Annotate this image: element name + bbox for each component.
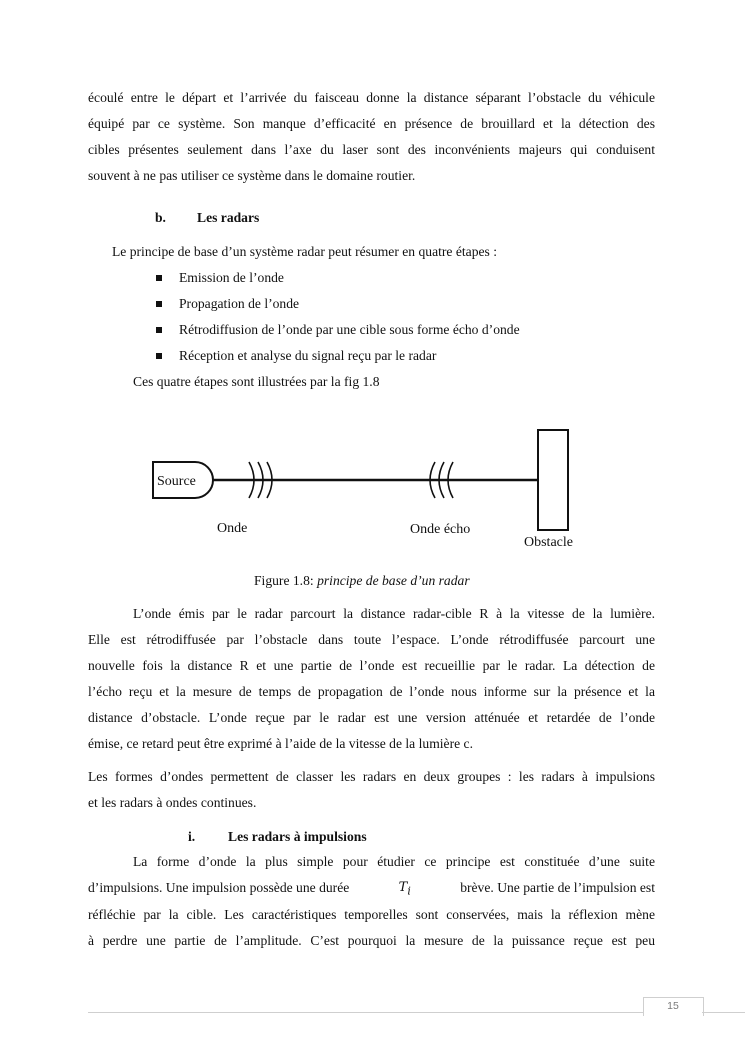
- section-i-title: Les radars à impulsions: [228, 829, 367, 844]
- steps-conclusion: Ces quatre étapes sont illustrées par la fig 1.8: [133, 374, 380, 389]
- principle-intro: Le principe de base d’un système radar peut résumer en quatre étapes :: [112, 244, 497, 259]
- pulse-paragraph-line-2: [88, 880, 655, 898]
- figure-caption: [254, 573, 470, 589]
- section-i-number: i.: [188, 829, 196, 844]
- radar-principle-diagram: [150, 426, 590, 552]
- step-item-4: Réception et analyse du signal reçu par le radar: [179, 348, 437, 363]
- figure-caption-prefix: Figure 1.8:: [254, 573, 314, 588]
- intro-line-4: souvent à ne pas utiliser ce système dans le domaine routier.: [88, 168, 416, 183]
- step-item-3: Rétrodiffusion de l’onde par une cible sous forme écho d’onde: [179, 322, 520, 337]
- footer-rule: [88, 1012, 643, 1013]
- wave-paragraph-line-5: distance d’obstacle. L’onde reçue par le radar est une version atténuée et retardée de l’onde: [88, 710, 655, 725]
- intro-line-1: écoulé entre le départ et l’arrivée du faisceau donne la distance séparant l’obstacle du véhicule: [88, 90, 655, 105]
- wave-paragraph-line-2: Elle est rétrodiffusée par l’obstacle dans toute l’espace. L’onde rétrodiffusée parcourt une: [88, 632, 655, 647]
- figure-caption-text: principe de base d’un radar: [317, 573, 470, 588]
- page-number: 15: [667, 1000, 679, 1012]
- pulse-line2-after: brève. Une partie de l’impulsion est: [460, 880, 655, 895]
- section-b-number: b.: [155, 210, 166, 225]
- bullet-marker: [156, 353, 162, 359]
- forms-paragraph-line-2: et les radars à ondes continues.: [88, 795, 257, 810]
- intro-line-2: équipé par ce système. Son manque d’efficacité en présence de brouillard et la détection des: [88, 116, 655, 131]
- pulse-paragraph-line-1: La forme d’onde la plus simple pour étudier ce principe est constituée d’une suite: [133, 854, 655, 869]
- wave-label: Onde: [217, 521, 248, 536]
- wave-paragraph-line-4: l’écho reçu et la mesure de temps de propagation de l’onde nous informe sur la présence et la: [88, 684, 655, 699]
- bullet-marker: [156, 327, 162, 333]
- wave-paragraph-line-3: nouvelle fois la distance R et une partie de l’onde est recueillie par le radar. La détection de: [88, 658, 655, 673]
- wave-paragraph-line-6: émise, ce retard peut être exprimé à l’aide de la vitesse de la lumière c.: [88, 736, 473, 751]
- step-item-2: Propagation de l’onde: [179, 296, 300, 311]
- bullet-marker: [156, 275, 162, 281]
- obstacle-block: [538, 430, 568, 530]
- pulse-duration-subscript: i: [407, 884, 411, 898]
- step-item-1: Emission de l’onde: [179, 270, 284, 285]
- pulse-line2-before: d’impulsions. Une impulsion possède une durée: [88, 880, 350, 895]
- obstacle-label: Obstacle: [524, 535, 573, 550]
- pulse-paragraph-line-4: à perdre une partie de l’amplitude. C’est pourquoi la mesure de la puissance reçue est peu: [88, 933, 655, 948]
- section-b-title: Les radars: [197, 210, 260, 225]
- wave-paragraph-line-1: L’onde émis par le radar parcourt la distance radar-cible R à la vitesse de la lumière.: [133, 606, 655, 621]
- intro-line-3: cibles présentes seulement dans l’axe du laser sont des inconvénients majeurs qui conduisent: [88, 142, 655, 157]
- footer-rule-right: [702, 1012, 745, 1013]
- echo-label: Onde écho: [410, 522, 471, 537]
- pulse-duration-symbol: $T_i$: [398, 880, 411, 898]
- pulse-paragraph-line-3: réfléchie par la cible. Les caractéristiques temporelles sont conservées, mais la réflexion mène: [88, 907, 655, 922]
- bullet-marker: [156, 301, 162, 307]
- forms-paragraph-line-1: Les formes d’ondes permettent de classer les radars en deux groupes : les radars à impulsions: [88, 769, 655, 784]
- source-label: Source: [157, 474, 196, 489]
